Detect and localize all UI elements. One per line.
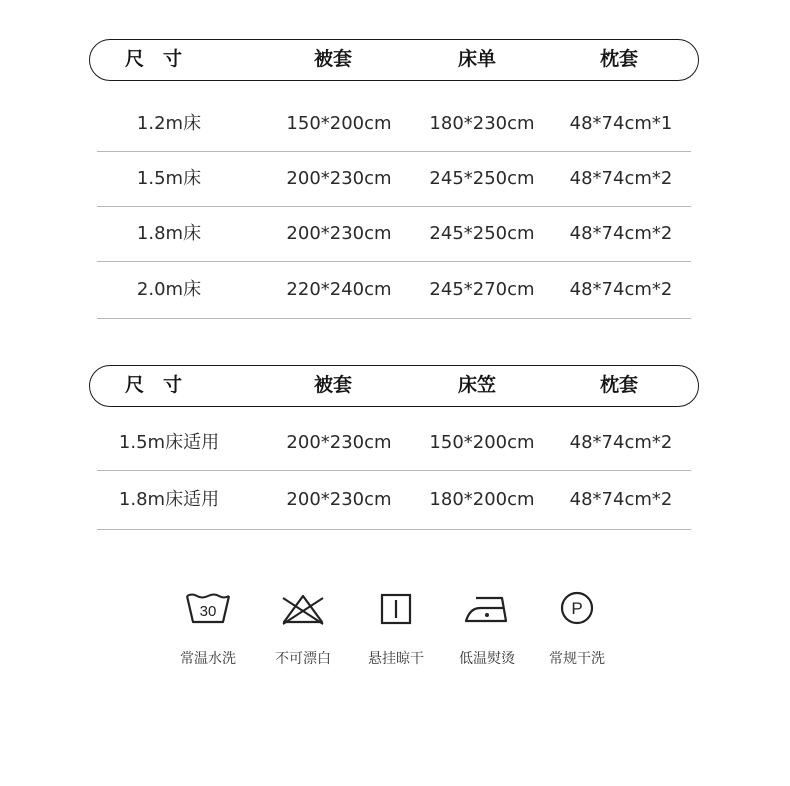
- cell-duvet-cover: 200*230cm: [286, 489, 392, 510]
- table-row: [97, 262, 691, 319]
- wash-temp-mark: 30: [199, 603, 217, 620]
- cell-duvet-cover: 200*230cm: [286, 223, 392, 244]
- cell-pillowcase: 48*74cm*2: [569, 223, 673, 244]
- cell-size: 1.5m床适用: [118, 432, 220, 453]
- care-label-dry-clean: 常规干洗: [549, 651, 605, 667]
- header-fitted-sheet: 床笠: [457, 374, 497, 396]
- care-item-no-bleach: [263, 588, 343, 668]
- care-label-hang-dry: 悬挂晾干: [368, 651, 424, 667]
- dry-clean-p-icon: [552, 588, 602, 628]
- table-row: [97, 97, 691, 152]
- table-row: [97, 416, 691, 471]
- cell-fitted-sheet: 180*200cm: [429, 489, 535, 510]
- header-duvet-cover: 被套: [313, 48, 353, 70]
- header-duvet-cover: 被套: [313, 374, 353, 396]
- care-item-wash: [168, 588, 248, 668]
- cell-duvet-cover: 200*230cm: [286, 432, 392, 453]
- header-bed-sheet: 床单: [457, 48, 497, 70]
- header-pillowcase: 枕套: [599, 374, 639, 396]
- cell-fitted-sheet: 150*200cm: [429, 432, 535, 453]
- cell-duvet-cover: 220*240cm: [286, 279, 392, 300]
- header-size: 尺 寸: [125, 374, 183, 396]
- header-size: 尺 寸: [125, 48, 183, 70]
- size-table-1-header: [89, 39, 699, 81]
- care-item-iron: [447, 588, 527, 668]
- cell-bed-sheet: 245*250cm: [429, 223, 535, 244]
- care-label-wash: 常温水洗: [180, 651, 236, 667]
- table-row: [97, 152, 691, 207]
- cell-bed-sheet: 245*270cm: [429, 279, 535, 300]
- cell-size: 1.5m床: [136, 168, 202, 189]
- table-row: [97, 207, 691, 262]
- care-item-hang-dry: [356, 588, 436, 668]
- care-label-iron: 低温熨烫: [459, 651, 515, 667]
- dry-clean-mark: P: [571, 599, 583, 618]
- cell-pillowcase: 48*74cm*2: [569, 168, 673, 189]
- size-table-2-header: [89, 365, 699, 407]
- cell-pillowcase: 48*74cm*2: [569, 489, 673, 510]
- cell-pillowcase: 48*74cm*2: [569, 432, 673, 453]
- cell-pillowcase: 48*74cm*2: [569, 279, 673, 300]
- cell-duvet-cover: 150*200cm: [286, 113, 392, 134]
- wash-30-icon: [183, 588, 233, 628]
- no-bleach-icon: [278, 588, 328, 628]
- cell-duvet-cover: 200*230cm: [286, 168, 392, 189]
- cell-pillowcase: 48*74cm*1: [569, 113, 673, 134]
- care-item-dry-clean: [537, 588, 617, 668]
- cell-bed-sheet: 180*230cm: [429, 113, 535, 134]
- cell-size: 1.8m床适用: [118, 489, 220, 510]
- iron-low-icon: [462, 588, 512, 628]
- cell-size: 1.8m床: [136, 223, 202, 244]
- table-row: [97, 471, 691, 530]
- cell-size: 2.0m床: [136, 279, 202, 300]
- care-label-no-bleach: 不可漂白: [275, 651, 331, 667]
- cell-size: 1.2m床: [136, 113, 202, 134]
- cell-bed-sheet: 245*250cm: [429, 168, 535, 189]
- hang-dry-icon: [371, 588, 421, 628]
- header-pillowcase: 枕套: [599, 48, 639, 70]
